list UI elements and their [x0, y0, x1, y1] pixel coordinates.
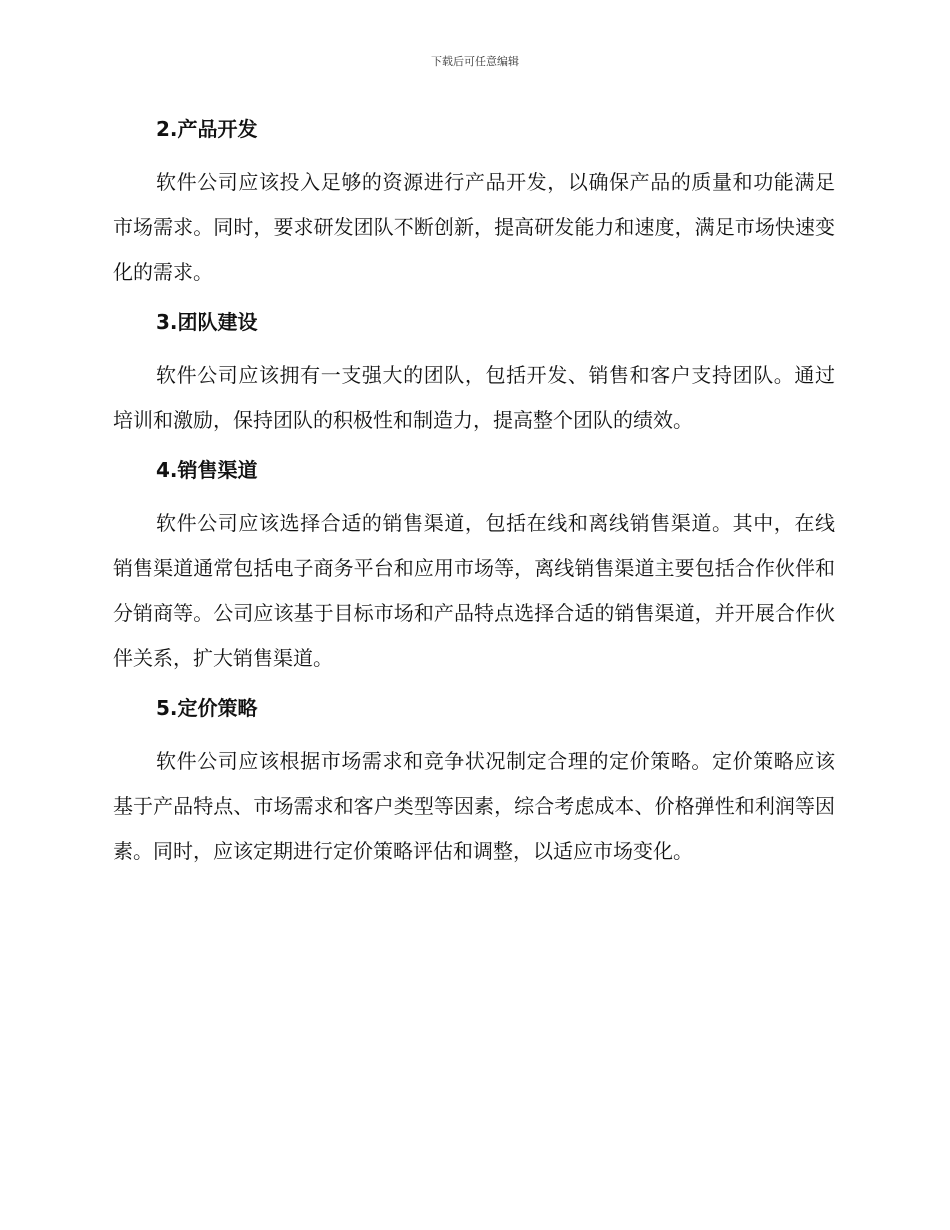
section-paragraph-product-development: 软件公司应该投入足够的资源进行产品开发，以确保产品的质量和功能满足市场需求。同时，要求研发团队不断创新，提高研发能力和速度，满足市场快速变化的需求。 — [113, 170, 835, 284]
page-header-note: 下载后可任意编辑 — [431, 55, 519, 68]
section-heading-sales-channels: 4.销售渠道 — [156, 458, 258, 482]
section-heading-pricing-strategy: 5.定价策略 — [156, 696, 258, 720]
document-body — [113, 112, 835, 874]
section-paragraph-team-building: 软件公司应该拥有一支强大的团队，包括开发、销售和客户支持团队。通过培训和激励，保持团队的积极性和制造力，提高整个团队的绩效。 — [113, 363, 835, 432]
section-heading-product-development: 2.产品开发 — [156, 117, 258, 141]
section-paragraph-sales-channels: 软件公司应该选择合适的销售渠道，包括在线和离线销售渠道。其中，在线销售渠道通常包括电子商务平台和应用市场等，离线销售渠道主要包括合作伙伴和分销商等。公司应该基于目标市场和产品特点选择合适的销售渠道，并开展合作伙伴关系，扩大销售渠道。 — [113, 511, 835, 670]
section-heading-team-building: 3.团队建设 — [156, 310, 258, 334]
section-paragraph-pricing-strategy: 软件公司应该根据市场需求和竞争状况制定合理的定价策略。定价策略应该基于产品特点、市场需求和客户类型等因素，综合考虑成本、价格弹性和利润等因素。同时，应该定期进行定价策略评估和调整，以适应市场变化。 — [113, 749, 835, 863]
